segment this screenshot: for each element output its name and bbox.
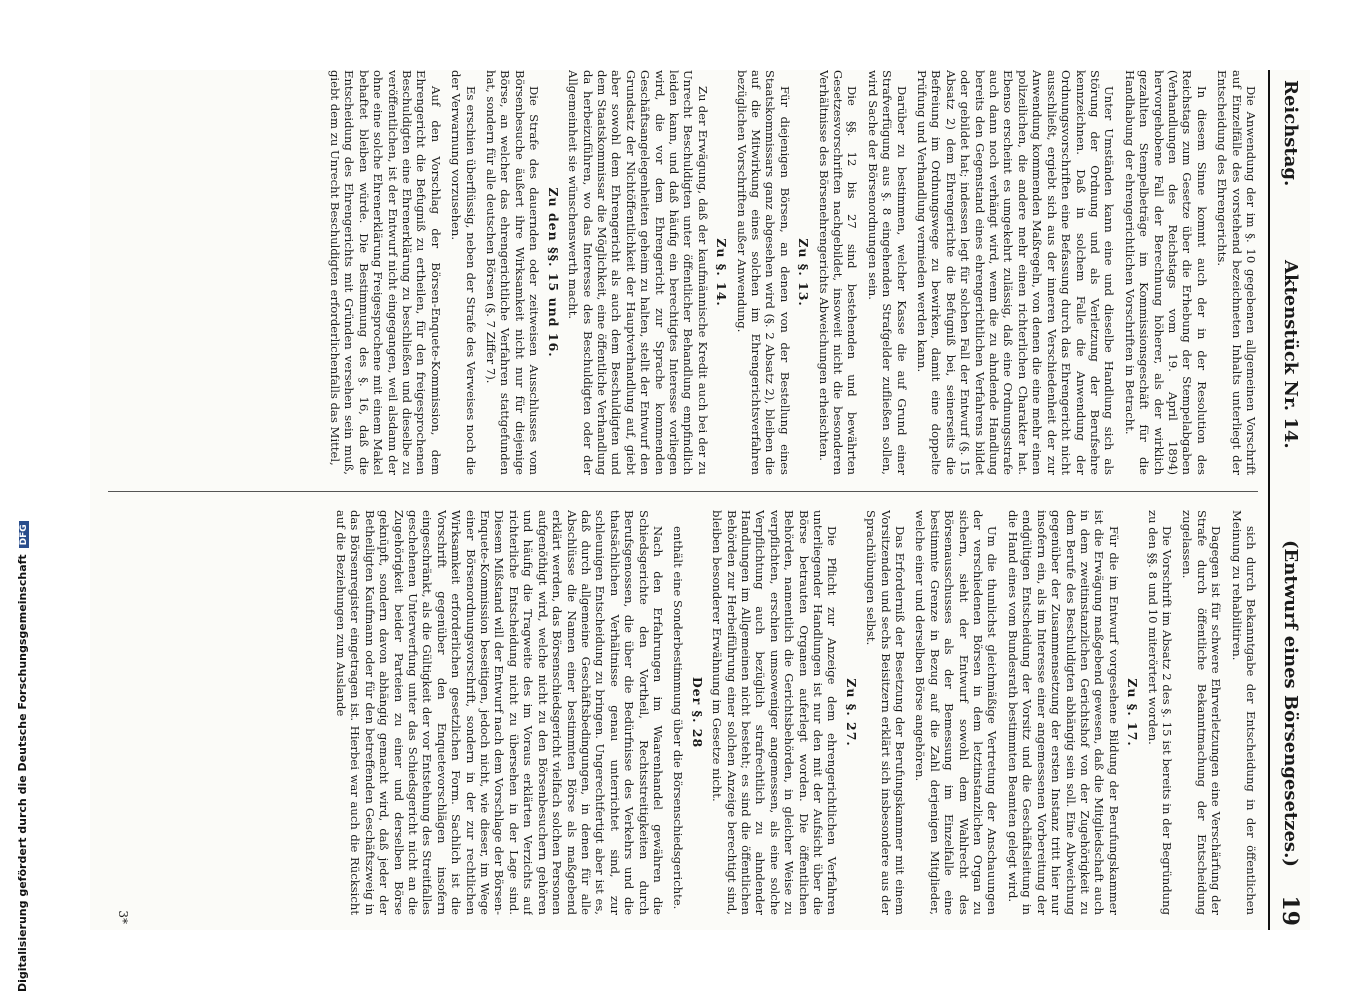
paragraph: Das Erforderniß der Besetzung der Berufungskammer mit einem Vorsitzenden und sechs Beisitzern erklärt sich insbesondere aus der Sprachübungen selbst. (864, 510, 908, 915)
paragraph: Die Strafe des dauernden oder zeitweisen Ausschlusses vom Börsenbesuche äußert ihre Wirksamkeit nicht nur für diejenige Börse, an welcher das ehrengerichtliche Verfahren stattgefunden hat, sondern für alle deutschen Börsen (§. 7 Ziffer 7). (484, 70, 542, 475)
paragraph: Dagegen ist für schwere Ehrverletzungen eine Verschärfung der Strafe durch öffentliche Bekanntmachung der Entscheidung zugelassen. (1180, 510, 1224, 915)
rotated-page (90, 70, 1310, 930)
section-heading: Zu den §§. 15 und 16. (545, 187, 561, 358)
section-heading: Zu §. 17. (1125, 678, 1141, 747)
section-heading: Zu §. 27. (843, 678, 859, 747)
column-divider (108, 491, 1258, 492)
page-number: 19 (1277, 895, 1303, 926)
paragraph: sich durch Bekanntgabe der Entscheidung in der öffentlichen Meinung zu rehabilitiren. (1229, 510, 1258, 915)
paragraph: Zu der Erwägung, daß der kaufmännische Kredit auch bei der zu Unrecht Beschuldigten unter öffentlicher Behandlung empfindlich leiden kann, und daß häufig ein berechtigtes Interesse vorliegen wird, die vor dem Ehrengericht zur Sprache kommenden Geschäftsangelegenheiten geheim zu halten, stellt der Entwurf den Grundsatz der Nichtöffentlichkeit der Hauptverhandlung auf, giebt aber sowohl dem Ehrengericht als auch dem Beschuldigten und dem Staatskommissar die Möglichkeit, eine öffentliche Verhandlung da herbeizuführen, wo das Interesse des Beschuldigten oder der Allgemeinheit sie wünschenswerth macht. (566, 70, 710, 475)
dfg-logo: DFG (19, 521, 29, 548)
signature-mark: 3* (116, 910, 130, 924)
paragraph: Die §§. 12 bis 27 sind bestehenden und bewährten Gesetzesvorschriften nachgebildet, insoweit nicht die besonderen Verhältnisse des Börsenehrengerichts Abweichungen erheischten. (816, 70, 860, 475)
header-center: Aktenstück Nr. 14. (1280, 260, 1301, 449)
digitization-credit (0, 0, 29, 1000)
section-heading: Der §. 28 (689, 676, 705, 749)
page-header (1268, 70, 1310, 930)
paragraph: Die Pflicht zur Anzeige dem ehrengerichtlichen Verfahren unterliegender Handlungen ist nur den mit der Aufsicht über die Börse betrauten Organen auferlegt worden. Die öffentlichen Behörden, namentlich die Gerichtsbehörden, in gleicher Weise zu verpflichten, erschien umsoweniger angemessen, als eine solche Verpflichtung auch bezüglich strafrechtlich zu ahndender Handlungen im Allgemeinen nicht besteht; es sind die öffentlichen Behörden zur Herbeiführung einer solchen Anzeige berechtigt sind, bleiben besonderer Erwähnung im Gesetze nicht. (710, 510, 840, 915)
paragraph: Um die thunlichst gleichmäßige Vertretung der Anschauungen der verschiedenen Börsen in dem letztinstanzlichen Organ zu sichern, sieht der Entwurf sowohl dem Wahlrecht des Börsenausschusses als der Bemessung im Einzelfalle eine bestimmte Grenze in Bezug auf die Zahl derjenigen Mitglieder, welche einer und derselben Börse angehören. (913, 510, 1000, 915)
section-heading: Zu §. 13. (796, 238, 812, 307)
paragraph: Für diejenigen Börsen, an denen von der Bestellung eines Staatskommissars ganz abgesehen wird (§. 2 Absatz 2), bleiben die auf die Mitwirkung eines solchen im Ehrengerichtsverfahren bezüglichen Vorschriften außer Anwendung. (734, 70, 792, 475)
credit-text: Digitalisierung gefördert durch die Deutsche Forschungsgemeinschaft (16, 554, 29, 992)
paragraph: Darüber zu bestimmen, welcher Kasse die auf Grund einer Strafverfügung aus §. 8 eingehenden Strafgelder zufließen sollen, wird Sache der Börsenordnungen sein. (865, 70, 909, 475)
paragraph: Unter Umständen kann eine und dieselbe Handlung sich als Störung der Ordnung und als Verletzung der Berufsehre kennzeichnen. Daß in solchem Falle die Anwendung der Ordnungsvorschriften eine Befassung durch das Ehrengericht nicht ausschließt, ergiebt sich aus der inneren Verschiedenheit der zur Anwendung kommenden Maßregeln, von denen die eine mehr einen polizeilichen, die andere mehr einen richterlichen Charakter hat. Ebenso erscheint es umgekehrt zulässig, daß eine Ordnungsstrafe auch dann noch verhängt wird, wenn die zu ahndende Handlung bereits den Gegenstand eines ehrengerichtlichen Verfahrens bildet oder gebildet hat; indessen legt für solchen Fall der Entwurf (§. 15 Absatz 2) dem Ehrengerichte die Befugniß bei, seinerseits die Befreiung im Ordnungswege zu bewirken, damit eine doppelte Prüfung und Verhandlung vermieden werden kann. (915, 70, 1117, 475)
header-right: (Entwurf eines Börsengesetzes.) (1280, 540, 1301, 867)
paragraph: Die Anwendung der im §. 10 gegebenen allgemeinen Vorschrift auf Einzelfälle des vorstehend bezeichneten Inhalts unterliegt der Entscheidung des Ehrengerichts. (1215, 70, 1258, 475)
section-heading: Zu §. 14. (714, 238, 730, 307)
paragraph: Auf den Vorschlag der Börsen-Enquete-Kommission, dem Ehrengericht die Befugniß zu ertheilen, für den freigesprochenen Beschuldigten eine Ehrenerklärung zu beschließen und dieselbe zu veröffentlichen, ist der Entwurf nicht eingegangen, weil alsdann der ohne eine solche Ehrenerklärung Freigesprochene mit einem Makel behaftet bleiben würde. Die Bestimmung des §. 16, daß die Entscheidung des Ehrengerichts mit Gründen versehen sein muß, giebt dem zu Unrecht Beschuldigten erforderlichenfalls das Mittel, (328, 70, 443, 475)
left-column (98, 70, 1258, 475)
paragraph: Die Vorschrift im Absatz 2 des §. 15 ist bereits in der Begründung zu den §§. 8 und 10 miterörtert worden. (1145, 510, 1174, 915)
paragraph: In diesem Sinne kommt auch der in der Resolution des Reichstags zum Gesetze über die Erhebung der Stempelabgaben (Verhandlungen des Reichstags vom 19. April 1894) hervorgehobene Fall der Berechnung höherer, als der wirklich gezahlten Stempelbeträge im Kommissionsgeschäft für die Handhabung der ehrengerichtlichen Vorschriften in Betracht. (1122, 70, 1209, 475)
paragraph: Nach den Erfahrungen im Waarenhandel gewähren die Schiedsgerichte den Vortheil, Rechtsstreitigkeiten durch Berufsgenossen, die über die Bedürfnisse des Verkehrs und die thatsächlichen Verhältnisse genau unterrichtet sind, zur schleunigen Entscheidung zu bringen. Ungerechtfertigt aber ist es, daß durch allgemeine Geschäftsbedingungen, in denen für alle Abschlüsse die Namen einer bestimmten Börse als maßgebend erklärt werden, das Börsenschiedsgericht vielfach solchen Personen aufgenöthigt wird, welche nicht zu den Börsenbesuchern gehören und häufig die Tragweite des im Voraus erklärten Verzichts auf richterliche Entscheidung nicht zu übersehen in der Lage sind. Diesem Mißstand will der Entwurf nach dem Vorschlage der Börsen-Enquete-Kommission beseitigen, jedoch nicht, wie dieser, im Wege einer Börsenordnungsvorschrift, sondern in der zur rechtlichen Wirksamkeit erforderlichen gesetzlichen Form. Sachlich ist die Vorschrift gegenüber den Enquetevorschlägen insofern eingeschränkt, als die Gültigkeit der vor Entstehung des Streitfalles geschehenen Unterwerfung unter das Schiedsgericht nicht an die Zugehörigkeit beider Parteien zu einer und derselben Börse geknüpft, sondern davon abhängig gemacht wird, daß jeder der Betheiligten Kaufmann oder für den betreffenden Geschäftszweig in das Börsenregister eingetragen ist. Hierbei war auch die Rücksicht auf die Beziehungen zum Auslande (334, 510, 665, 915)
paragraph: Es erschien überflüssig, neben der Strafe des Verweises noch die der Verwarnung vorzusehen. (449, 70, 478, 475)
paragraph: enthält eine Sonderbestimmung über die Börsenschiedsgerichte. (671, 526, 686, 910)
paragraph: Für die im Entwurf vorgesehene Bildung der Berufungskammer ist die Erwägung maßgebend gewesen, daß die Mitgliedschaft auch in dem zweitinstanzlichen Gerichtshof von der Zugehörigkeit zu dem Berufe des Beschuldigten abhängig sein soll. Eine Abweichung gegenüber der Zusammensetzung der ersten Instanz tritt hier nur insofern ein, als im Interesse einer angemessenen Vorbereitung der endgültigen Entscheidung der Vorsitz und die Geschäftsleitung in die Hand eines vom Bundesrath bestimmten Beamten gelegt wird. (1005, 510, 1121, 915)
header-left: Reichstag. (1280, 80, 1301, 187)
right-column (98, 510, 1258, 915)
